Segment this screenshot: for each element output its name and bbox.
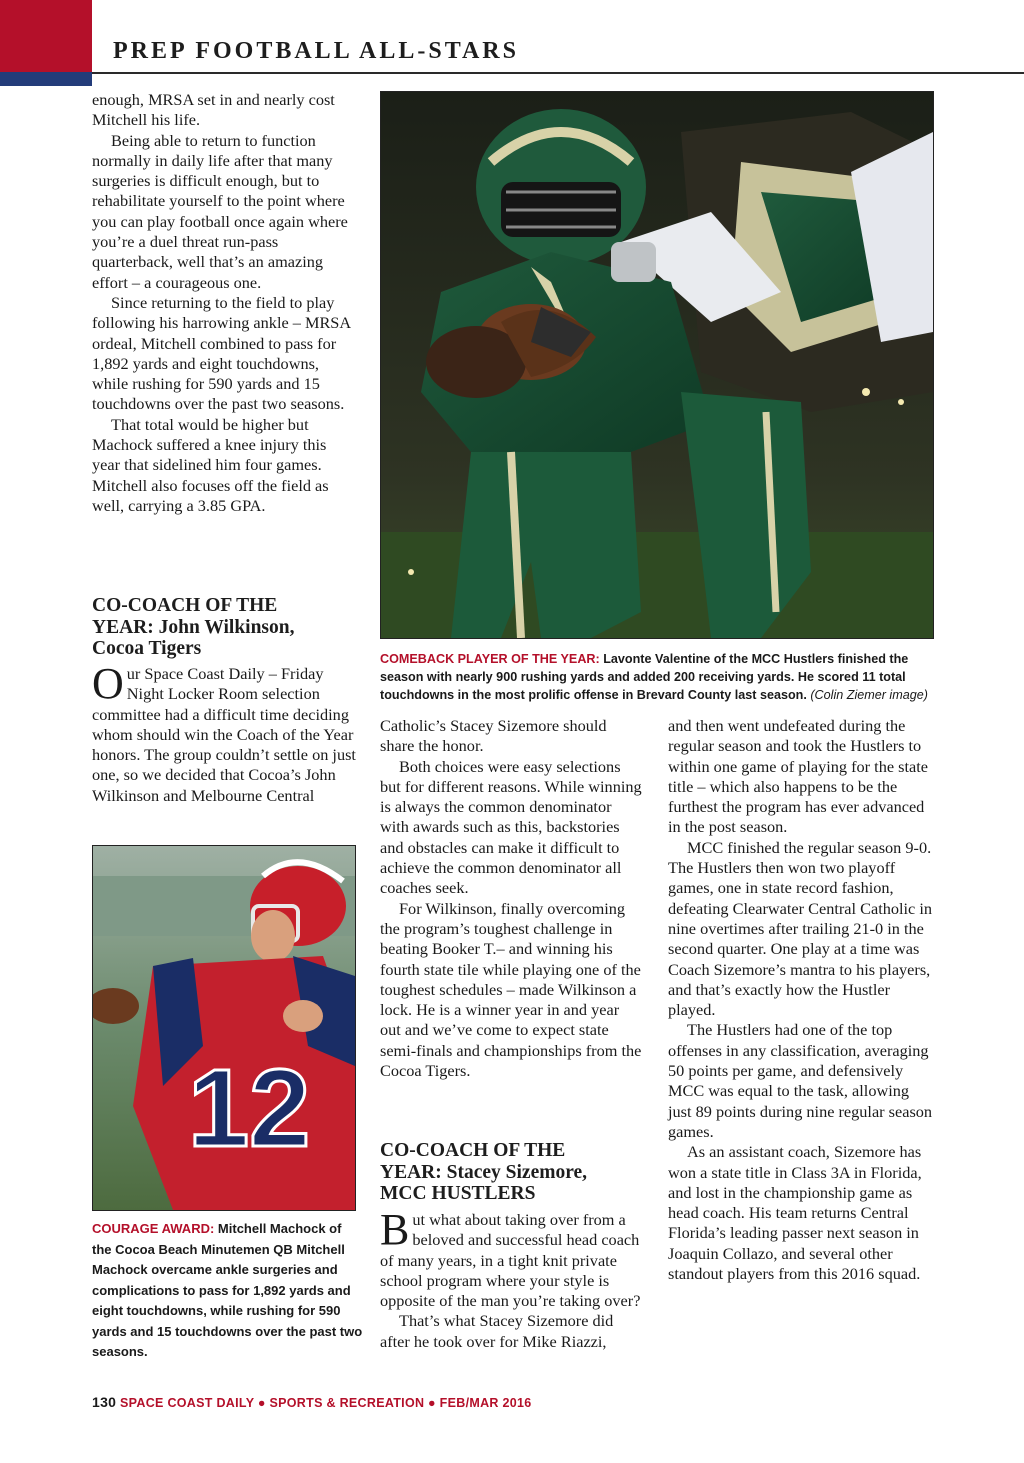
- header-navy-strip: [0, 72, 92, 86]
- jersey-number: 12: [188, 1047, 311, 1170]
- publication-line: SPACE COAST DAILY ● SPORTS & RECREATION ● FEB/MAR 2016: [120, 1396, 532, 1410]
- paragraph: MCC finished the regular season 9-0. The Hustlers then won two playoff games, one in state record fashion, defeating Clearwater Central Catholic in nine overtimes after trailing 21-0 in the second quarter. One play at a time was Coach Sizemore’s mantra to his players, and that’s exactly how the Hustler played.: [668, 837, 933, 1020]
- paragraph-text: ur Space Coast Daily – Friday Night Locker Room selection committee had a difficult time deciding whom should win the Coach of the Year honors. The group couldn’t settle on just one, so we decided that Cocoa’s John Wilkinson and Melbourne Central: [92, 664, 356, 805]
- heading-line: YEAR: John Wilkinson,: [92, 616, 295, 638]
- paragraph-text: ut what about taking over from a beloved and successful head coach of many years, in a tight knit private school program where your style is opposite of the man you’re taking over?: [380, 1210, 641, 1311]
- paragraph: For Wilkinson, finally overcoming the program’s toughest challenge in beating Booker T.– and winning his fourth state tile while playing one of the toughest schedules – made Wilkinson a lock. He is a winner year in and year out and we’ve come to expect state semi-finals and championships from the Cocoa Tigers.: [380, 898, 642, 1081]
- column-2-text: [380, 716, 642, 1081]
- quarterback-image: [93, 846, 355, 1210]
- paragraph: Being able to return to function normally in daily life after that many surgeries is difficult enough, but to rehabilitate yourself to the point where you can play football once again where you’re a duel threat run-pass quarterback, well that’s an amazing effort – a courageous one.: [92, 130, 348, 292]
- caption-lead: COMEBACK PLAYER OF THE YEAR:: [380, 652, 600, 666]
- heading-line: CO-COACH OF THE: [92, 595, 278, 616]
- header-rule: [92, 72, 1024, 74]
- paragraph: [380, 1205, 642, 1311]
- photo-courage-award: [92, 845, 356, 1211]
- paragraph: [92, 659, 356, 806]
- heading-wilkinson: [92, 595, 362, 660]
- heading-line: YEAR: Stacey Sizemore,: [380, 1161, 588, 1183]
- heading-line: Cocoa Tigers: [92, 638, 202, 659]
- caption-body: Lavonte Valentine of the MCC Hustlers finished the season with nearly 900 rushing yards and added 200 receiving yards. He scored 11 total touchdowns in the most prolific offense in Brevard County last season.: [380, 652, 909, 702]
- column-2-text-cont: [380, 1205, 642, 1352]
- paragraph: That total would be higher but Machock suffered a knee injury this year that sidelined him four games. Mitchell also focuses off the field as well, carrying a 3.85 GPA.: [92, 414, 329, 515]
- caption-lead: COURAGE AWARD:: [92, 1221, 215, 1236]
- column-1-text: [92, 90, 354, 516]
- paragraph: and then went undefeated during the regular season and took the Hustlers to within one game of playing for the state title – which also happens to be the furthest the program has ever advanced in the post season.: [668, 716, 928, 837]
- dropcap: B: [380, 1205, 410, 1254]
- heading-line: MCC HUSTLERS: [380, 1183, 536, 1204]
- paragraph: The Hustlers had one of the top offenses in any classification, averaging 50 points per game, and defensively MCC was equal to the task, allowing just 89 points during nine regular season games.: [668, 1020, 933, 1141]
- paragraph: Catholic’s Stacey Sizemore should share the honor.: [380, 716, 607, 756]
- column-3-text: [668, 716, 934, 1284]
- page-footer: [92, 1394, 532, 1410]
- paragraph: That’s what Stacey Sizemore did after he took over for Mike Riazzi,: [380, 1311, 614, 1351]
- paragraph: As an assistant coach, Sizemore has won a state title in Class 3A in Florida, and lost in the championship game as head coach. His team returns Central Florida’s leading passer next season in Joaquin Collazo, and several other standout players from this 2016 squad.: [668, 1142, 922, 1284]
- section-title: PREP FOOTBALL ALL-STARS: [113, 38, 519, 64]
- paragraph: enough, MRSA set in and nearly cost Mitchell his life.: [92, 90, 335, 130]
- photo-credit: (Colin Ziemer image): [810, 688, 928, 702]
- paragraph: Since returning to the field to play following his harrowing ankle – MRSA ordeal, Mitchell combined to pass for 1,892 yards and eight touchdowns, while rushing for 590 yards and 15 touchdowns over the past two seasons.: [92, 292, 351, 414]
- caption-courage: [92, 1219, 364, 1363]
- page-number: 130: [92, 1394, 117, 1410]
- heading-line: CO-COACH OF THE: [380, 1140, 566, 1161]
- caption-body: Mitchell Machock of the Cocoa Beach Minutemen QB Mitchell Machock overcame ankle surgeries and complications to pass for 1,892 yards and eight touchdowns, while rushing for 590 yards and 15 touchdowns over the past two seasons.: [92, 1221, 363, 1359]
- column-1-text-cont: [92, 659, 356, 806]
- dropcap: O: [92, 659, 124, 708]
- football-action-image: [381, 92, 933, 638]
- header-red-block: [0, 0, 92, 72]
- paragraph: Both choices were easy selections but for different reasons. While winning is always the common denominator with awards such as this, backstories and obstacles can make it difficult to achieve the common denominator all coaches seek.: [380, 756, 642, 898]
- heading-sizemore: [380, 1140, 650, 1205]
- caption-comeback: [380, 650, 940, 704]
- photo-comeback-player: [380, 91, 934, 639]
